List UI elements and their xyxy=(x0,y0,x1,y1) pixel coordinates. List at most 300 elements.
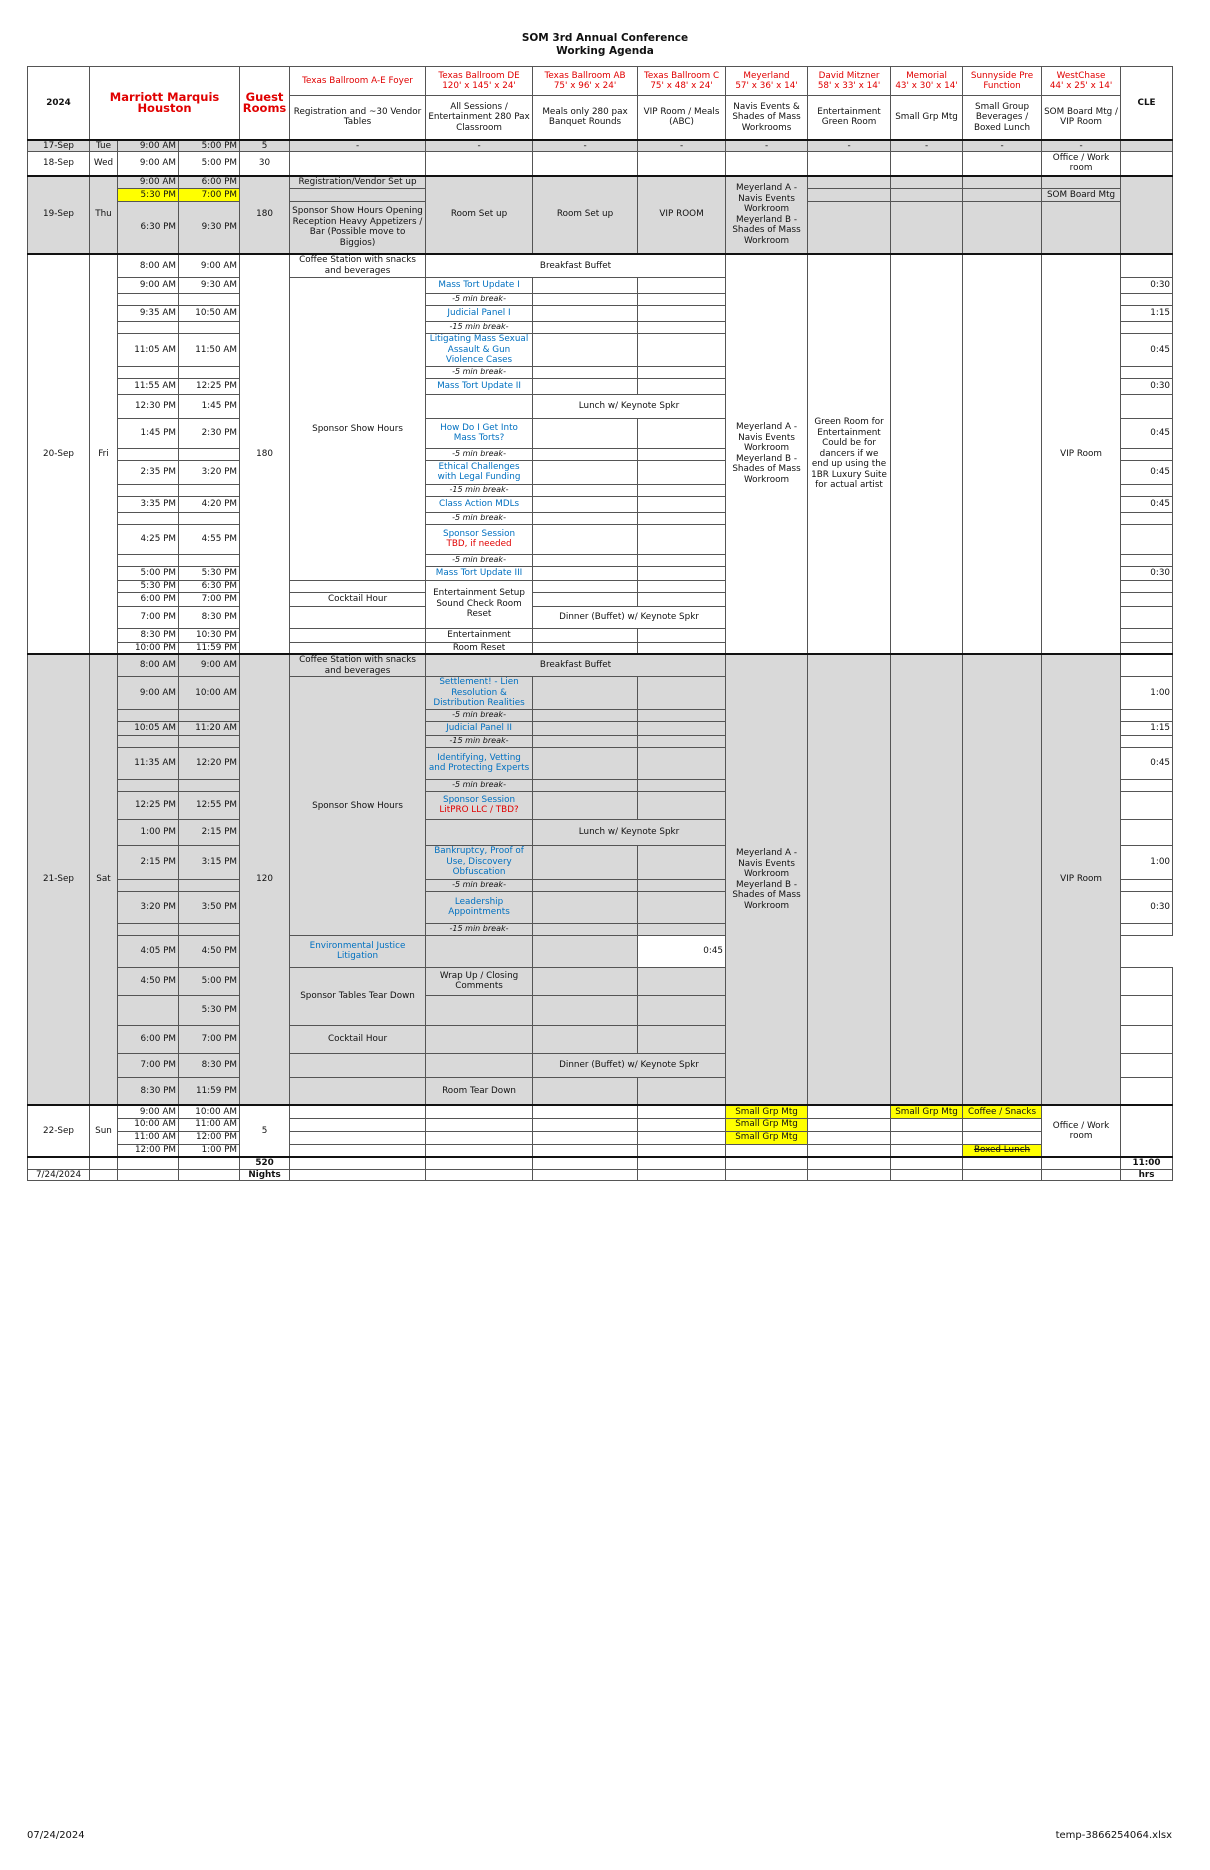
westchase-cell: Office / Work room xyxy=(1042,1105,1121,1157)
session-cell: Mass Tort Update I xyxy=(426,278,533,294)
break-cell: -5 min break- xyxy=(426,294,533,306)
empty-cell xyxy=(638,592,726,606)
cle-cell xyxy=(1121,322,1173,334)
end-time: 2:30 PM xyxy=(179,418,240,448)
empty-cell xyxy=(179,1157,240,1169)
start-time: 3:20 PM xyxy=(118,891,179,923)
footer-filename: temp-3866254064.xlsx xyxy=(1055,1830,1172,1841)
sep17-cell: - xyxy=(963,140,1042,152)
cle-cell xyxy=(1121,995,1173,1025)
cle-cell: 0:30 xyxy=(1121,566,1173,580)
table-row xyxy=(28,1118,1173,1131)
room-use-header: Navis Events & Shades of Mass Workrooms xyxy=(726,96,808,140)
empty-cell xyxy=(891,1118,963,1131)
room-name-header: Texas Ballroom A-E Foyer xyxy=(290,67,426,96)
start-time: 9:00 AM xyxy=(118,278,179,294)
table-row xyxy=(28,1157,1173,1169)
empty-cell xyxy=(638,1025,726,1053)
end-time: 5:30 PM xyxy=(179,566,240,580)
empty-cell xyxy=(638,278,726,294)
empty-cell xyxy=(638,306,726,322)
start-time: 4:25 PM xyxy=(118,524,179,554)
room-name-header: Memorial 43' x 30' x 14' xyxy=(891,67,963,96)
end-time: 7:00 PM xyxy=(179,1025,240,1053)
empty-cell xyxy=(426,1105,533,1118)
lunch-cell: Lunch w/ Keynote Spkr xyxy=(533,394,726,418)
session-note: TBD, if needed xyxy=(446,539,512,549)
empty-cell xyxy=(808,1144,891,1157)
empty-cell xyxy=(638,334,726,367)
empty-cell xyxy=(533,845,638,879)
agenda-table xyxy=(27,66,1173,1181)
cle-cell xyxy=(1121,1105,1173,1157)
end-time: 10:00 AM xyxy=(179,1105,240,1118)
sep17-cell: 17-Sep xyxy=(28,140,90,152)
sep18-cell xyxy=(533,152,638,176)
start-time xyxy=(118,995,179,1025)
session-cell: Sponsor Session TBD, if needed xyxy=(426,524,533,554)
empty-cell xyxy=(638,1144,726,1157)
empty-cell xyxy=(891,1169,963,1181)
sep17-cell: 5:00 PM xyxy=(179,140,240,152)
empty-cell xyxy=(426,935,533,967)
empty-cell xyxy=(533,1077,638,1105)
empty-cell xyxy=(533,448,638,460)
start-time: 9:35 AM xyxy=(118,306,179,322)
empty-cell xyxy=(638,1118,726,1131)
cle-cell xyxy=(1121,923,1173,935)
empty-cell xyxy=(533,995,638,1025)
foyer-cell: Sponsor Show Hours Opening Reception Heavy Appetizers / Bar (Possible move to Biggios) xyxy=(290,202,426,254)
empty-cell xyxy=(638,1131,726,1144)
empty-cell xyxy=(533,735,638,747)
empty-cell xyxy=(891,1131,963,1144)
empty-cell xyxy=(426,1169,533,1181)
empty-cell xyxy=(638,378,726,394)
foyer-sponsor-cell: Sponsor Show Hours xyxy=(290,278,426,581)
room-name-header: Meyerland 57' x 36' x 14' xyxy=(726,67,808,96)
empty-cell xyxy=(118,484,179,496)
guest-rooms: 180 xyxy=(240,254,290,655)
room-name-header: Texas Ballroom DE 120' x 145' x 24' xyxy=(426,67,533,96)
empty-cell xyxy=(638,448,726,460)
memorial-cell xyxy=(891,254,963,655)
break-cell: -5 min break- xyxy=(426,366,533,378)
empty-cell xyxy=(638,1077,726,1105)
empty-cell xyxy=(533,1169,638,1181)
footer-date: 07/24/2024 xyxy=(27,1830,85,1841)
cle-cell xyxy=(1121,254,1173,278)
end-time: 11:00 AM xyxy=(179,1118,240,1131)
empty-cell xyxy=(891,202,963,254)
empty-cell xyxy=(533,1144,638,1157)
cle-cell xyxy=(1121,642,1173,654)
foyer-cell xyxy=(290,628,426,642)
sep17-cell: - xyxy=(1042,140,1121,152)
cle-cell: 0:45 xyxy=(1121,496,1173,512)
empty-cell xyxy=(118,322,179,334)
meyerland-cell: Small Grp Mtg xyxy=(726,1131,808,1144)
empty-cell xyxy=(533,592,638,606)
dinner-cell: Dinner (Buffet) w/ Keynote Spkr xyxy=(533,1053,726,1077)
empty-cell xyxy=(638,322,726,334)
empty-cell xyxy=(638,484,726,496)
sunnyside-cell xyxy=(963,254,1042,655)
empty-cell xyxy=(808,1131,891,1144)
empty-cell xyxy=(891,1157,963,1169)
end-time: 7:00 PM xyxy=(179,189,240,202)
empty-cell xyxy=(533,967,638,995)
room-use-header: Entertainment Green Room xyxy=(808,96,891,140)
empty-cell xyxy=(891,176,963,189)
end-time: 10:00 AM xyxy=(179,677,240,710)
empty-cell xyxy=(1042,1157,1121,1169)
end-time: 5:30 PM xyxy=(179,995,240,1025)
sep18-cell: 9:00 AM xyxy=(118,152,179,176)
table-row xyxy=(28,140,1173,152)
cle-cell: 0:45 xyxy=(1121,747,1173,779)
start-time: 7:00 PM xyxy=(118,606,179,628)
empty-cell xyxy=(179,1169,240,1181)
break-cell: -15 min break- xyxy=(426,735,533,747)
empty-cell xyxy=(533,779,638,791)
foyer-cell xyxy=(290,1077,426,1105)
empty-cell xyxy=(118,923,179,935)
day-cell: Sat xyxy=(90,654,118,1105)
empty-cell xyxy=(118,512,179,524)
sep18-cell: Wed xyxy=(90,152,118,176)
end-time: 1:45 PM xyxy=(179,394,240,418)
cocktail-cell: Cocktail Hour xyxy=(290,1025,426,1053)
empty-cell xyxy=(638,524,726,554)
empty-cell xyxy=(891,1144,963,1157)
westchase-cell xyxy=(1042,176,1121,189)
break-cell: -5 min break- xyxy=(426,709,533,721)
start-time: 8:00 AM xyxy=(118,654,179,677)
end-time: 11:59 PM xyxy=(179,1077,240,1105)
empty-cell xyxy=(808,176,891,189)
cle-cell xyxy=(1121,592,1173,606)
sep18-cell xyxy=(290,152,426,176)
empty-cell xyxy=(533,721,638,735)
start-time: 8:00 AM xyxy=(118,254,179,278)
start-time: 6:00 PM xyxy=(118,592,179,606)
empty-cell xyxy=(638,1105,726,1118)
break-cell: -5 min break- xyxy=(426,554,533,566)
date-cell: 19-Sep xyxy=(28,176,90,254)
date-cell: 20-Sep xyxy=(28,254,90,655)
westchase-cell: VIP Room xyxy=(1042,254,1121,655)
room-use-header: Meals only 280 pax Banquet Rounds xyxy=(533,96,638,140)
empty-cell xyxy=(638,418,726,448)
end-time: 3:15 PM xyxy=(179,845,240,879)
session-cell: How Do I Get Into Mass Torts? xyxy=(426,418,533,448)
session-cell: Entertainment xyxy=(426,628,533,642)
end-time: 12:00 PM xyxy=(179,1131,240,1144)
sep17-cell: - xyxy=(533,140,638,152)
sep18-cell xyxy=(963,152,1042,176)
meyerland-cell: Meyerland A - Navis Events Workroom Meyerland B - Shades of Mass Workroom xyxy=(726,176,808,254)
empty-cell xyxy=(533,891,638,923)
session-cell: Room Tear Down xyxy=(426,1077,533,1105)
empty-cell xyxy=(118,879,179,891)
start-time: 11:00 AM xyxy=(118,1131,179,1144)
empty-cell xyxy=(290,1118,426,1131)
sep17-cell: 5 xyxy=(240,140,290,152)
session-cell: Judicial Panel I xyxy=(426,306,533,322)
sep18-cell xyxy=(726,152,808,176)
end-time: 12:55 PM xyxy=(179,791,240,819)
table-row xyxy=(28,1169,1173,1181)
empty-cell xyxy=(179,294,240,306)
sep17-cell: - xyxy=(426,140,533,152)
meyerland-cell: Small Grp Mtg xyxy=(726,1105,808,1118)
start-time: 11:55 AM xyxy=(118,378,179,394)
end-time: 1:00 PM xyxy=(179,1144,240,1157)
westchase-cell: SOM Board Mtg xyxy=(1042,189,1121,202)
table-row xyxy=(28,1131,1173,1144)
empty-cell xyxy=(533,378,638,394)
empty-cell xyxy=(638,967,726,995)
empty-cell xyxy=(179,923,240,935)
day-cell: Thu xyxy=(90,176,118,254)
session-cell: Judicial Panel II xyxy=(426,721,533,735)
entertainment-setup-cell: Entertainment Setup Sound Check Room Reset xyxy=(426,580,533,628)
empty-cell xyxy=(179,448,240,460)
break-cell: -5 min break- xyxy=(426,879,533,891)
start-time: 6:30 PM xyxy=(118,202,179,254)
empty-cell xyxy=(963,1131,1042,1144)
cle-cell xyxy=(1121,606,1173,628)
end-time: 12:20 PM xyxy=(179,747,240,779)
end-time: 3:50 PM xyxy=(179,891,240,923)
break-cell: -5 min break- xyxy=(426,512,533,524)
memorial-cell xyxy=(891,654,963,1105)
empty-cell xyxy=(533,709,638,721)
title-line-2: Working Agenda xyxy=(556,45,654,57)
end-time: 8:30 PM xyxy=(179,1053,240,1077)
cle-cell xyxy=(1121,394,1173,418)
empty-cell xyxy=(118,735,179,747)
empty-cell xyxy=(638,879,726,891)
foyer-cell: Coffee Station with snacks and beverages xyxy=(290,254,426,278)
empty-cell xyxy=(290,1131,426,1144)
cle-cell xyxy=(1121,791,1173,819)
empty-cell xyxy=(533,566,638,580)
foyer-cell: Registration/Vendor Set up xyxy=(290,176,426,189)
end-time: 9:30 PM xyxy=(179,202,240,254)
empty-cell xyxy=(638,1169,726,1181)
empty-cell xyxy=(290,1157,426,1169)
session-note: LitPRO LLC / TBD? xyxy=(439,805,519,815)
room-name-header: David Mitzner 58' x 33' x 14' xyxy=(808,67,891,96)
sep17-cell: - xyxy=(290,140,426,152)
empty-cell xyxy=(638,566,726,580)
empty-cell xyxy=(638,779,726,791)
empty-cell xyxy=(808,202,891,254)
day-cell: Fri xyxy=(90,254,118,655)
start-time: 6:00 PM xyxy=(118,1025,179,1053)
teardown-cell: Sponsor Tables Tear Down xyxy=(290,967,426,1025)
session-cell: Mass Tort Update III xyxy=(426,566,533,580)
empty-cell xyxy=(533,580,638,592)
cle-cell xyxy=(1121,709,1173,721)
sep18-cell: 30 xyxy=(240,152,290,176)
empty-cell xyxy=(179,879,240,891)
empty-cell xyxy=(533,879,638,891)
green-room-cell: Green Room for Entertainment Could be for dancers if we end up using the 1BR Luxury Suite for actual artist xyxy=(808,254,891,655)
end-time: 11:20 AM xyxy=(179,721,240,735)
empty-cell xyxy=(963,202,1042,254)
session-cell: Settlement! - Lien Resolution & Distribution Realities xyxy=(426,677,533,710)
room-use-header: Registration and ~30 Vendor Tables xyxy=(290,96,426,140)
empty-cell xyxy=(533,524,638,554)
session-cell xyxy=(290,606,426,628)
empty-cell xyxy=(638,747,726,779)
empty-cell xyxy=(118,448,179,460)
start-time: 10:00 AM xyxy=(118,1118,179,1131)
empty-cell xyxy=(638,580,726,592)
foyer-cell xyxy=(290,1053,426,1077)
empty-cell xyxy=(638,294,726,306)
foyer-cell xyxy=(290,642,426,654)
cle-cell xyxy=(1121,294,1173,306)
title-line-1: SOM 3rd Annual Conference xyxy=(521,32,689,44)
empty-cell xyxy=(638,709,726,721)
empty-cell xyxy=(638,512,726,524)
room-name-header: WestChase 44' x 25' x 14' xyxy=(1042,67,1121,96)
day-cell: Sun xyxy=(90,1105,118,1157)
cle-cell xyxy=(1121,819,1173,845)
empty-cell xyxy=(533,677,638,710)
break-cell: -15 min break- xyxy=(426,322,533,334)
sep18-cell: 18-Sep xyxy=(28,152,90,176)
sep18-cell xyxy=(426,152,533,176)
start-time: 10:05 AM xyxy=(118,721,179,735)
start-time: 4:50 PM xyxy=(118,967,179,995)
empty-cell xyxy=(638,791,726,819)
empty-cell xyxy=(179,366,240,378)
year-header: 2024 xyxy=(28,67,90,140)
start-time: 12:30 PM xyxy=(118,394,179,418)
empty-cell xyxy=(533,1131,638,1144)
empty-cell xyxy=(179,554,240,566)
table-row xyxy=(28,254,1173,278)
empty-cell xyxy=(533,294,638,306)
empty-cell xyxy=(638,554,726,566)
cle-cell xyxy=(1121,779,1173,791)
sep17-cell: - xyxy=(808,140,891,152)
end-time: 10:30 PM xyxy=(179,628,240,642)
cle-cell xyxy=(1121,654,1173,677)
cle-cell: 1:15 xyxy=(1121,721,1173,735)
lunch-cell: Dinner (Buffet) w/ Keynote Spkr xyxy=(533,606,726,628)
empty-cell xyxy=(118,709,179,721)
date-cell: 21-Sep xyxy=(28,654,90,1105)
empty-cell xyxy=(426,995,533,1025)
session-cell: Class Action MDLs xyxy=(426,496,533,512)
sep17-cell: 9:00 AM xyxy=(118,140,179,152)
empty-cell xyxy=(533,935,638,967)
cle-cell xyxy=(1121,176,1173,254)
start-time: 5:30 PM xyxy=(118,189,179,202)
room-name-header: Texas Ballroom C 75' x 48' x 24' xyxy=(638,67,726,96)
empty-cell xyxy=(808,1169,891,1181)
start-time: 3:35 PM xyxy=(118,496,179,512)
foyer-cell xyxy=(290,189,426,202)
empty-cell xyxy=(179,779,240,791)
end-time: 5:00 PM xyxy=(179,967,240,995)
empty-cell xyxy=(533,1025,638,1053)
empty-cell xyxy=(891,189,963,202)
empty-cell xyxy=(963,189,1042,202)
start-time: 2:15 PM xyxy=(118,845,179,879)
empty-cell xyxy=(426,1144,533,1157)
nights-label: Nights xyxy=(240,1169,290,1181)
session-cell xyxy=(426,1053,533,1077)
empty-cell xyxy=(426,1157,533,1169)
empty-cell xyxy=(638,1157,726,1169)
empty-cell xyxy=(638,891,726,923)
cle-cell xyxy=(1121,448,1173,460)
empty-cell xyxy=(726,1169,808,1181)
empty-cell xyxy=(179,735,240,747)
sep18-cell xyxy=(891,152,963,176)
session-cell: Sponsor Session LitPRO LLC / TBD? xyxy=(426,791,533,819)
end-time: 12:25 PM xyxy=(179,378,240,394)
total-rooms: 520 xyxy=(240,1157,290,1169)
cle-cell: 0:45 xyxy=(1121,334,1173,367)
sep17-cell: - xyxy=(891,140,963,152)
empty-cell xyxy=(533,554,638,566)
meyerland-cell: Meyerland A - Navis Events Workroom Meyerland B - Shades of Mass Workroom xyxy=(726,254,808,655)
empty-cell xyxy=(808,1157,891,1169)
end-time: 10:50 AM xyxy=(179,306,240,322)
cle-cell xyxy=(1121,366,1173,378)
empty-cell xyxy=(533,366,638,378)
end-time: 4:50 PM xyxy=(179,935,240,967)
session-cell: Room Reset xyxy=(426,642,533,654)
empty-cell xyxy=(963,176,1042,189)
room-use-header: Small Grp Mtg xyxy=(891,96,963,140)
hotel-header: Marriott Marquis Houston xyxy=(90,67,240,140)
cle-cell xyxy=(1121,1025,1173,1053)
cle-header: CLE xyxy=(1121,67,1173,140)
empty-cell xyxy=(533,923,638,935)
cle-cell xyxy=(1121,484,1173,496)
empty-cell xyxy=(533,747,638,779)
westchase-cell xyxy=(1042,202,1121,254)
end-time: 8:30 PM xyxy=(179,606,240,628)
empty-cell xyxy=(638,460,726,484)
sunnyside-cell: Boxed Lunch xyxy=(963,1144,1042,1157)
westchase-cell: VIP Room xyxy=(1042,654,1121,1105)
empty-cell xyxy=(638,677,726,710)
cle-cell: 1:00 xyxy=(1121,677,1173,710)
cle-cell: 0:45 xyxy=(1121,460,1173,484)
session-cell xyxy=(426,394,533,418)
guest-rooms: 120 xyxy=(240,654,290,1105)
room-name-header: Texas Ballroom AB 75' x 96' x 24' xyxy=(533,67,638,96)
foyer-sponsor-cell: Sponsor Show Hours xyxy=(290,677,426,936)
cle-cell: 0:45 xyxy=(1121,418,1173,448)
end-time: 4:55 PM xyxy=(179,524,240,554)
empty-cell xyxy=(963,1118,1042,1131)
david-mitzner-cell xyxy=(808,654,891,1105)
cle-cell xyxy=(1121,524,1173,554)
session-cell: Bankruptcy, Proof of Use, Discovery Obfuscation xyxy=(426,845,533,879)
empty-cell xyxy=(533,1157,638,1169)
